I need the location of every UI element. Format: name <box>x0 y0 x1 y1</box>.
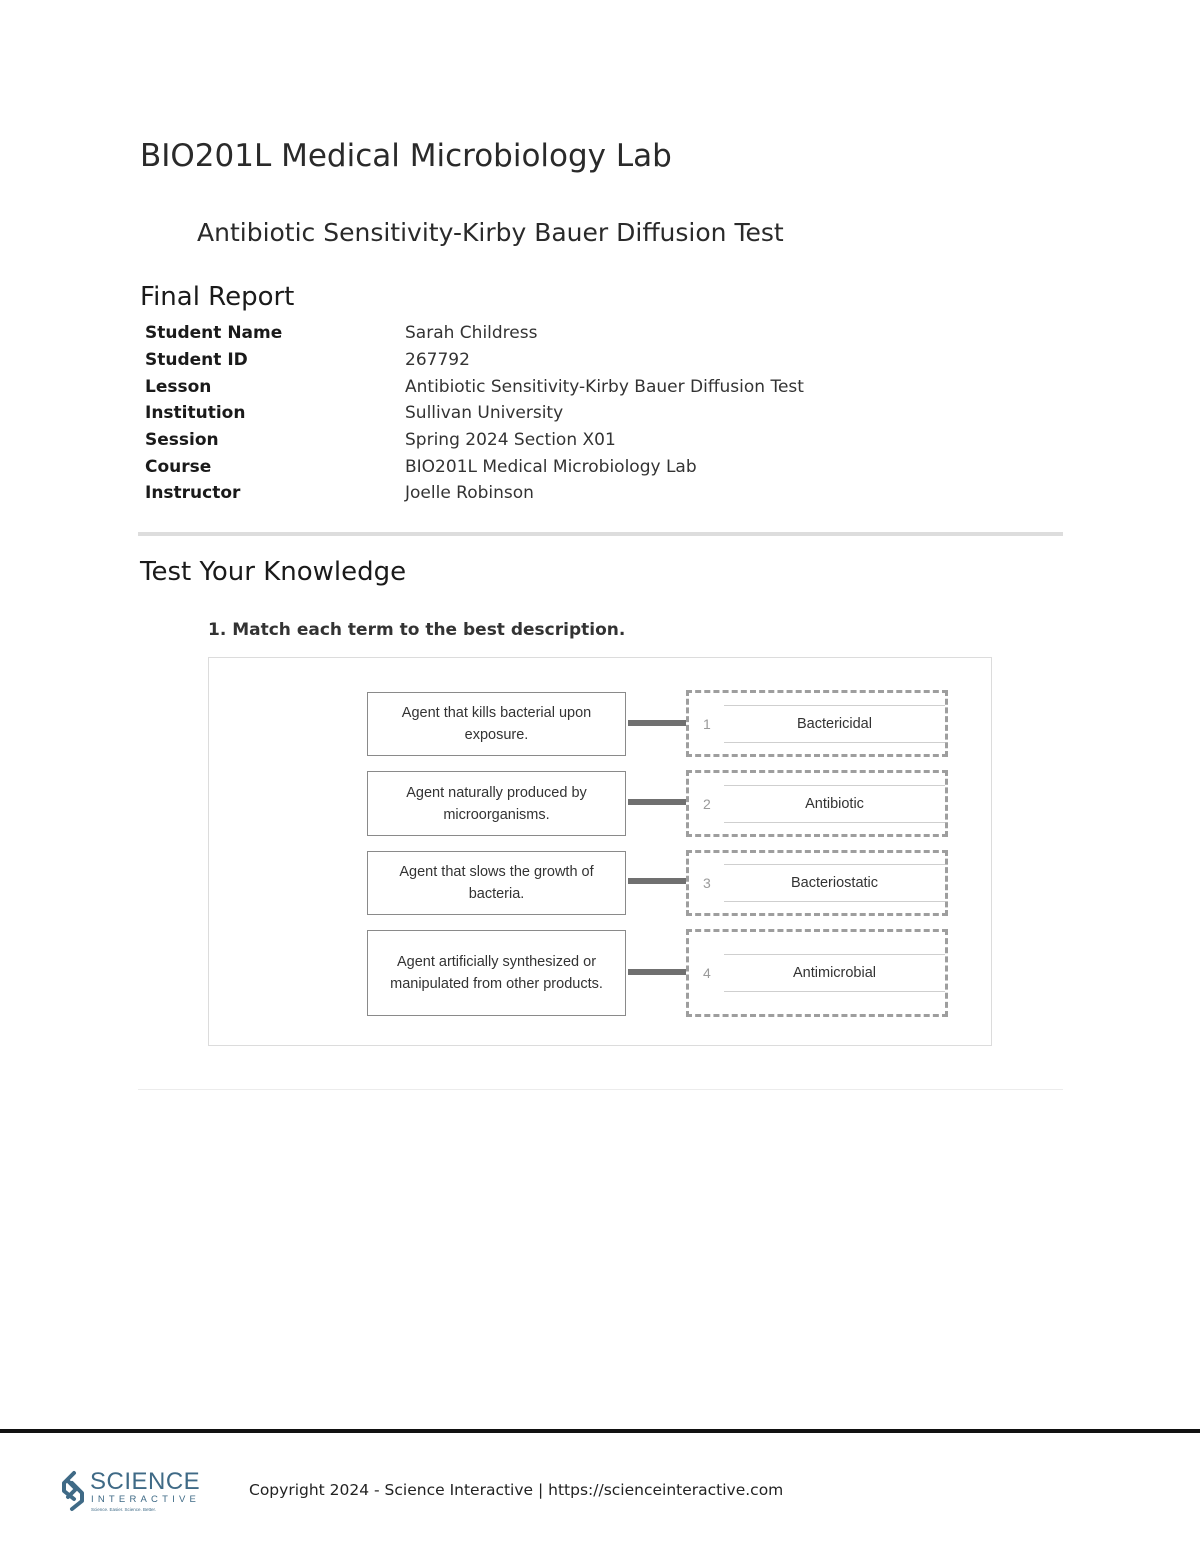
section-divider-bottom <box>138 1089 1063 1090</box>
footer-rule <box>0 1429 1200 1433</box>
info-value: BIO201L Medical Microbiology Lab <box>405 456 697 477</box>
description-card[interactable] <box>367 930 626 1016</box>
answer-drop-zone[interactable] <box>686 770 948 837</box>
info-value: Spring 2024 Section X01 <box>405 430 616 451</box>
info-label: Instructor <box>145 483 241 504</box>
info-value: 267792 <box>405 350 470 371</box>
info-row-student-id <box>145 347 804 374</box>
description-text: Agent naturally produced by microorganisms. <box>406 784 587 823</box>
final-report-heading: Final Report <box>140 282 295 312</box>
info-value: Antibiotic Sensitivity-Kirby Bauer Diffusion Test <box>405 376 804 397</box>
answer-drop-zone[interactable] <box>686 850 948 916</box>
logo-wordmark: SCIENCE <box>90 1468 201 1495</box>
logo-subtext: INTERACTIVE <box>91 1494 201 1505</box>
section-divider <box>138 532 1063 536</box>
info-label: Student Name <box>145 323 283 344</box>
info-label: Course <box>145 456 212 477</box>
answer-number: 1 <box>703 715 711 732</box>
answer-drop-zone[interactable] <box>686 690 948 757</box>
info-label: Lesson <box>145 376 212 397</box>
description-card[interactable] <box>367 771 626 836</box>
logo-tagline: Science. Easier. Science. Better. <box>91 1507 157 1512</box>
lesson-title: Antibiotic Sensitivity-Kirby Bauer Diffusion Test <box>197 218 784 247</box>
student-info-table <box>145 320 804 507</box>
description-text: Agent that kills bacterial upon exposure. <box>401 705 592 743</box>
answer-number: 2 <box>703 795 711 812</box>
test-your-knowledge-heading: Test Your Knowledge <box>140 557 407 587</box>
copyright-text: Copyright 2024 - Science Interactive | https://scienceinteractive.com <box>249 1481 784 1499</box>
info-row-student-name <box>145 320 804 347</box>
match-connector <box>628 878 688 884</box>
course-title: BIO201L Medical Microbiology Lab <box>140 138 672 174</box>
question-prompt: 1. Match each term to the best description. <box>208 620 626 640</box>
answer-term[interactable]: Bactericidal <box>724 705 945 743</box>
match-connector <box>628 969 688 975</box>
answer-number: 4 <box>703 965 711 981</box>
info-row-session <box>145 427 804 454</box>
logo-mark-icon <box>64 1473 82 1509</box>
info-value: Sarah Childress <box>405 323 538 344</box>
description-card[interactable] <box>367 851 626 915</box>
info-row-course <box>145 453 804 480</box>
answer-number: 3 <box>703 875 711 891</box>
info-label: Session <box>145 430 219 451</box>
answer-term[interactable]: Antibiotic <box>724 785 945 823</box>
description-text: Agent artificially synthesized or manipulated from other products. <box>390 954 603 992</box>
info-label: Student ID <box>145 350 248 371</box>
info-row-institution <box>145 400 804 427</box>
info-value: Sullivan University <box>405 403 564 424</box>
answer-term[interactable]: Antimicrobial <box>724 954 945 992</box>
answer-term[interactable]: Bacteriostatic <box>724 864 945 902</box>
description-card[interactable] <box>367 692 626 756</box>
info-label: Institution <box>145 403 246 424</box>
answer-drop-zone[interactable] <box>686 929 948 1017</box>
description-text: Agent that slows the growth of bacteria. <box>399 864 594 902</box>
match-connector <box>628 720 688 726</box>
info-row-instructor <box>145 480 804 507</box>
info-value: Joelle Robinson <box>405 483 534 504</box>
science-interactive-logo <box>56 1468 216 1514</box>
info-row-lesson <box>145 373 804 400</box>
match-connector <box>628 799 688 805</box>
